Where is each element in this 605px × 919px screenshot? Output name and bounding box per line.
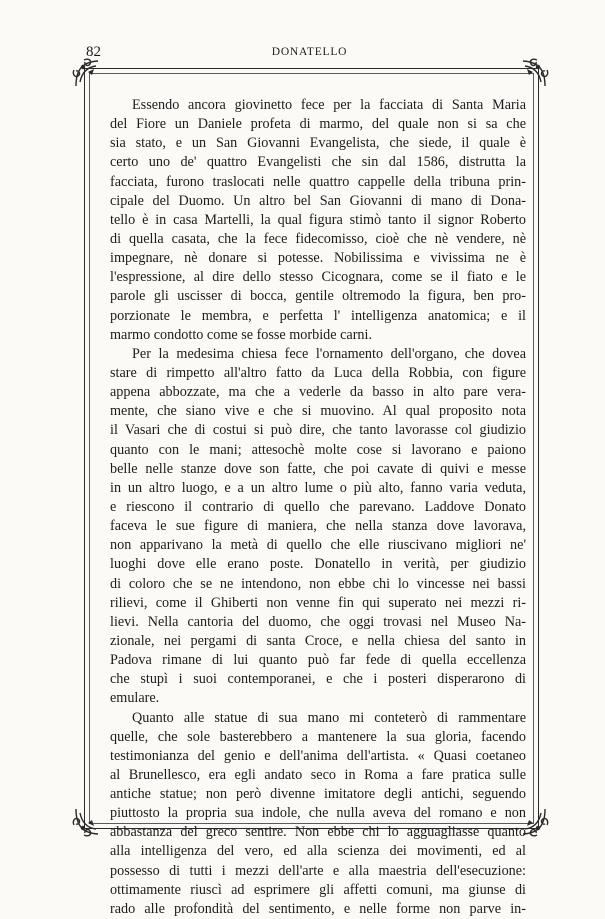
- text-line: emulare.: [110, 690, 160, 707]
- running-title: DONATELLO: [271, 46, 348, 58]
- text-line: parole gli uscisser di bocca, gentile oltremodo la figura, ben pro-: [110, 288, 526, 305]
- text-line: Quanto alle statue di sua mano mi conteterò di rammentare: [132, 709, 526, 726]
- text-line: tello è in casa Martelli, la qual figura stimò tanto il signor Roberto: [110, 211, 526, 228]
- text-line: al Brunellesco, era egli andato seco in Roma a fare pratica sulle: [110, 766, 526, 783]
- text-line: Padova rimane di lui quanto può far fede di quella eccellenza: [110, 652, 526, 669]
- text-line: il Vasari che di costui si può dire, che tanto lavorasse col giudizio: [110, 422, 526, 439]
- text-line: appena abbozzate, ma che a vederle da basso in alto pare vera-: [110, 384, 526, 401]
- page-number: 82: [86, 44, 101, 60]
- text-line: e riescono il contrario di quello che parevano. Laddove Donato: [110, 498, 526, 515]
- text-line: di quella casata, che la fece fidecomisso, cioè che nè vendere, nè: [110, 230, 526, 247]
- text-line: lievi. Nella cantoria del duomo, che oggi trovasi nel Museo Na-: [110, 613, 526, 630]
- text-line: rado alle profondità del sentimento, e nelle forme non parve in-: [110, 900, 526, 917]
- text-line: facciata, furono traslocati nelle quattro cappelle della tribuna prin-: [110, 173, 526, 190]
- body-text: [110, 96, 526, 919]
- text-line: l'espressione, al dire dello stesso Cicognara, come se il fiato e le: [110, 269, 526, 286]
- text-line: alla intelligenza del vero, ed alla scienza dei movimenti, ed al: [110, 843, 526, 860]
- text-line: cipale del Duomo. Un altro bel San Giovanni di mano di Dona-: [110, 192, 526, 209]
- text-line: ottimamente riuscì ad esprimere gli affetti comuni, ma giunse di: [110, 881, 526, 898]
- text-line: impegnare, nè donare si potesse. Nobilissima e vivissima ne è: [110, 250, 526, 267]
- text-line: che stupì i suoi contemporanei, e che i posteri disperarono di: [110, 671, 526, 688]
- text-line: antiche statue; non però divenne imitatore degli antichi, seguendo: [110, 786, 526, 803]
- text-line: piuttosto la propria sua indole, che nulla aveva del romano e non: [110, 805, 526, 822]
- text-line: luoghi dove elle erano poste. Donatello in verità, per giudizio: [110, 556, 526, 573]
- text-line: Essendo ancora giovinetto fece per la facciata di Santa Maria: [132, 97, 526, 113]
- text-line: sia stato, e un San Giovanni Evangelista, che siede, il quale è: [110, 135, 526, 152]
- text-line: marmo condotto come se fosse morbide carni.: [110, 326, 372, 343]
- text-line: certo uno de' quattro Evangelisti che sin dal 1586, distrutta la: [110, 154, 526, 171]
- page-header: [86, 44, 533, 64]
- text-line: rilievi, come il Ghiberti non venne fin qui superato nei mezzi ri-: [110, 594, 526, 611]
- text-line: belle nelle stanze dove son fatte, che poi cavate di quivi e messe: [110, 460, 526, 477]
- text-line: quelle, che sole basterebbero a mantenere la sua gloria, facendo: [110, 728, 526, 745]
- text-line: zionale, nei pergami di santa Croce, e nella chiesa del santo in: [110, 632, 526, 649]
- corner-ornament-top-left-icon: [72, 56, 106, 90]
- text-line: mente, che siano vive e che si muovino. Al qual proposito nota: [110, 403, 526, 420]
- text-line: abbastanza del greco sentire. Non ebbe chi lo agguagliasse quanto: [110, 824, 526, 841]
- text-line: quanto con le mani; attesochè molte cose si lavorano e paiono: [110, 441, 526, 458]
- text-line: porzionate le membra, e perfetta l' intelligenza anatomica; e il: [110, 307, 526, 324]
- text-line: non apparivano la metà di quello che elle riuscivano migliori ne': [110, 537, 526, 554]
- text-line: possesso di tutti i mezzi dell'arte e alla maestria dell'esecuzione:: [110, 862, 526, 879]
- corner-ornament-bottom-left-icon: [72, 805, 106, 839]
- text-line: del Fiore un Daniele profeta di marmo, del quale non si sa che: [110, 116, 526, 133]
- corner-ornament-top-right-icon: [515, 56, 549, 90]
- text-line: Per la medesima chiesa fece l'ornamento dell'organo, che dovea: [132, 345, 526, 362]
- text-line: faceva le sue figure di maniera, che nella stanza dove lavorava,: [110, 518, 526, 535]
- text-line: di coloro che se ne intendono, non ebbe chi lo vincesse nei bassi: [110, 575, 526, 592]
- text-line: testimonianza del genio e dell'anima dell'artista. « Quasi coetaneo: [110, 747, 526, 764]
- text-line: in un altro luogo, e a un altro lume o più alto, fanno varia veduta,: [110, 479, 526, 496]
- text-line: stare di rimpetto all'altro fatto da Luca della Robbia, con figure: [110, 364, 526, 381]
